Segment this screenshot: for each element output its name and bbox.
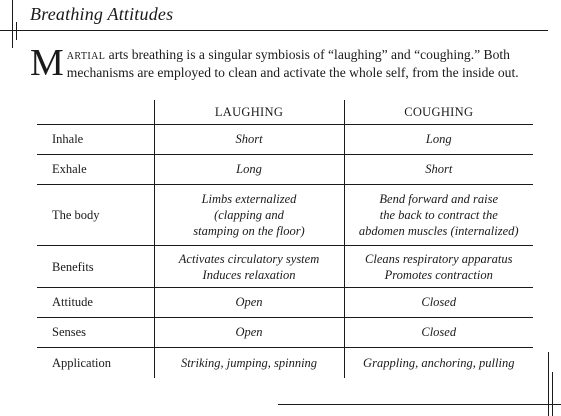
- laughing-cell: Open: [154, 318, 344, 348]
- crop-mark-bottom-right-vertical: [548, 352, 549, 416]
- row-label: Inhale: [37, 125, 154, 155]
- row-label: Exhale: [37, 155, 154, 185]
- intro-drop-cap: M: [30, 42, 64, 84]
- row-label: Senses: [37, 318, 154, 348]
- table-header-coughing: COUGHING: [344, 100, 533, 125]
- laughing-cell-text: Activates circulatory system Induces relaxation: [178, 251, 320, 282]
- row-label: Benefits: [37, 246, 154, 288]
- intro-small-caps: artial: [66, 47, 106, 62]
- intro-paragraph: [30, 42, 530, 84]
- table-row-senses: [37, 318, 533, 348]
- table-row-exhale: [37, 155, 533, 185]
- coughing-cell: Grappling, anchoring, pulling: [344, 348, 533, 379]
- row-label: The body: [37, 185, 154, 246]
- page-heading: Breathing Attitudes: [30, 4, 174, 24]
- crop-mark-top-rule: [0, 30, 548, 31]
- crop-mark-bottom-right-vertical-short: [552, 372, 553, 416]
- coughing-cell: [344, 246, 533, 288]
- table-header-corner: [37, 100, 154, 125]
- crop-mark-top-left-vertical-short: [16, 22, 17, 40]
- laughing-cell-text: Limbs externalized (clapping and stamping on the floor): [193, 192, 305, 238]
- intro-body: arts breathing is a singular symbiosis of “laughing” and “coughing.” Both mechanisms are employed to clean and activate the whole self, from the inside out.: [66, 47, 519, 80]
- table-row-benefits: [37, 246, 533, 288]
- laughing-cell: [154, 185, 344, 246]
- coughing-cell: Long: [344, 125, 533, 155]
- table-header-row: [37, 100, 533, 125]
- table-row-inhale: [37, 125, 533, 155]
- crop-mark-top-left-vertical: [12, 0, 13, 48]
- coughing-cell: Closed: [344, 318, 533, 348]
- table-row-application: [37, 348, 533, 379]
- coughing-cell-text: Cleans respiratory apparatus Promotes contraction: [365, 251, 513, 282]
- laughing-cell: Striking, jumping, spinning: [154, 348, 344, 379]
- laughing-cell: Long: [154, 155, 344, 185]
- table-row-the-body: [37, 185, 533, 246]
- laughing-cell: Open: [154, 288, 344, 318]
- laughing-cell: [154, 246, 344, 288]
- laughing-cell: Short: [154, 125, 344, 155]
- table-row-attitude: [37, 288, 533, 318]
- coughing-cell: [344, 185, 533, 246]
- row-label: Application: [52, 355, 112, 370]
- crop-mark-bottom-rule: [278, 404, 561, 405]
- table-header-laughing: LAUGHING: [154, 100, 344, 125]
- coughing-cell: Closed: [344, 288, 533, 318]
- coughing-cell-text: Bend forward and raise the back to contract the abdomen muscles (internalized): [358, 192, 519, 238]
- coughing-cell: Short: [344, 155, 533, 185]
- row-label: Attitude: [37, 288, 154, 318]
- breathing-attitudes-table: [37, 100, 533, 378]
